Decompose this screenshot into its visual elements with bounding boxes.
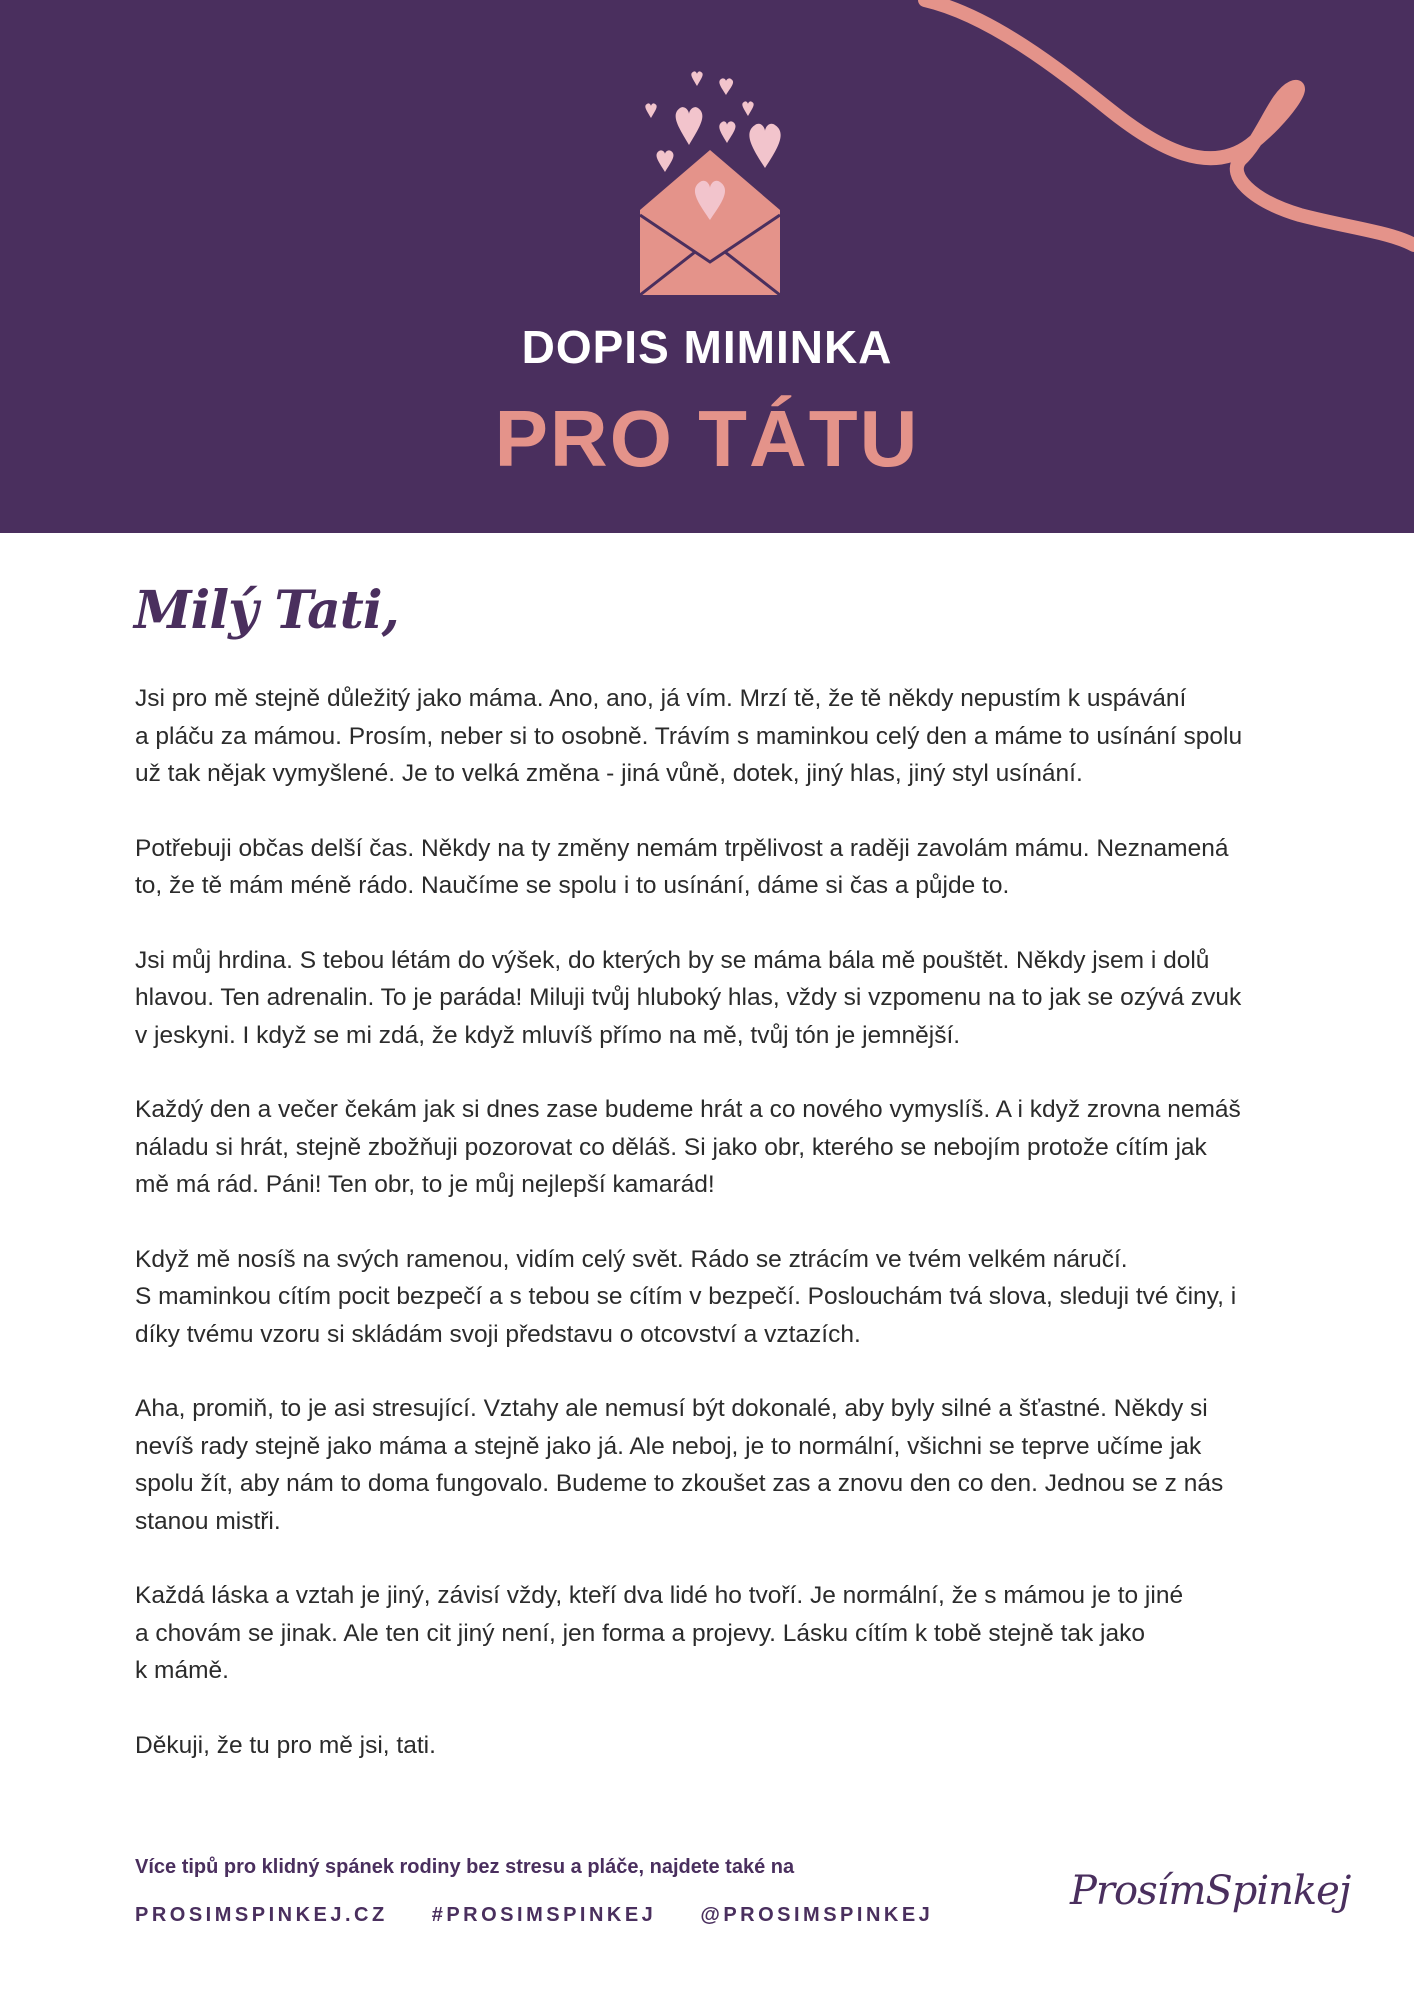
page-subtitle: PRO TÁTU [494,394,920,483]
letter-paragraph: Každá láska a vztah je jiný, závisí vždy, kteří dva lidé ho tvoří. Je normální, že s mámou je to jiné a chovám se jinak. Ale ten cit jiný není, jen forma a projevy. Lásku cítím k tobě stejně tak jako k mámě. [135,1582,1184,1684]
footer-tip: Více tipů pro klidný spánek rodiny bez stresu a pláče, najdete také na [135,1856,795,1878]
letter-paragraph: Potřebuji občas delší čas. Někdy na ty změny nemám trpělivost a raději zavolám mámu. Neznamená to, že tě mám méně rádo. Naučíme se spolu i to usínání, dáme si čas a půjde to. [135,834,1229,899]
letter-paragraph: Děkuji, že tu pro mě jsi, tati. [135,1731,436,1759]
letter-paragraph: Když mě nosíš na svých ramenou, vidím celý svět. Rádo se ztrácím ve tvém velkém náručí. S maminkou cítím pocit bezpečí a s tebou se cítím v bezpečí. Poslouchám tvá slova, sleduji tvé činy, i díky tvému vzoru si skládám svoji představu o otcovství a vztazích. [135,1245,1237,1348]
letter-paragraph: Aha, promiň, to je asi stresující. Vztahy ale nemusí být dokonalé, aby byly silné a šťastné. Někdy si nevíš rady stejně jako máma a stejně jako já. Ale neboj, je to normální, všichni se teprve učíme jak spolu žít, aby nám to doma fungovalo. Budeme to zkoušet zas a znovu den co den. Jednou se z nás stanou mistři. [135,1395,1224,1535]
letter-paragraph: Každý den a večer čekám jak si dnes zase budeme hrát a co nového vymyslíš. A i když zrovna nemáš náladu si hrát, stejně zbožňuji pozorovat co děláš. Si jako obr, kterého se nebojím protože cítím jak mě má rád. Páni! Ten obr, to je můj nejlepší kamarád! [135,1096,1241,1198]
footer-link-website[interactable]: PROSIMSPINKEJ.CZ [135,1904,388,1926]
brand-logo: ProsímSpinkej [1070,1868,1351,1914]
footer-link-handle[interactable]: @PROSIMSPINKEJ [700,1904,934,1926]
page-title: DOPIS MIMINKA [521,321,893,373]
letter-paragraph: Jsi můj hrdina. S tebou létám do výšek, do kterých by se máma bála mě pouštět. Někdy jsem i dolů hlavou. Ten adrenalin. To je paráda! Miluji tvůj hluboký hlas, vždy si vzpomenu na to jak se ozývá zvuk v jeskyni. I když se mi zdá, že když mluvíš přímo na mě, tvůj tón je jemnější. [135,946,1242,1049]
letter-paragraph: Jsi pro mě stejně důležitý jako máma. Ano, ano, já vím. Mrzí tě, že tě někdy nepustím k uspávání a pláču za mámou. Prosím, neber si to osobně. Trávím s maminkou celý den a máme to usínání spolu už tak nějak vymyšlené. Je to velká změna - jiná vůně, dotek, jiný hlas, jiný styl usínání. [135,685,1243,787]
letter-greeting: Milý Tati, [134,580,399,641]
footer-link-hashtag[interactable]: #PROSIMSPINKEJ [431,1904,657,1926]
footer-links [135,1904,933,1927]
envelope-with-hearts-icon [640,71,781,295]
letter-body [135,680,1315,1801]
ribbon-swirl [925,0,1414,245]
header-banner [0,0,1414,533]
